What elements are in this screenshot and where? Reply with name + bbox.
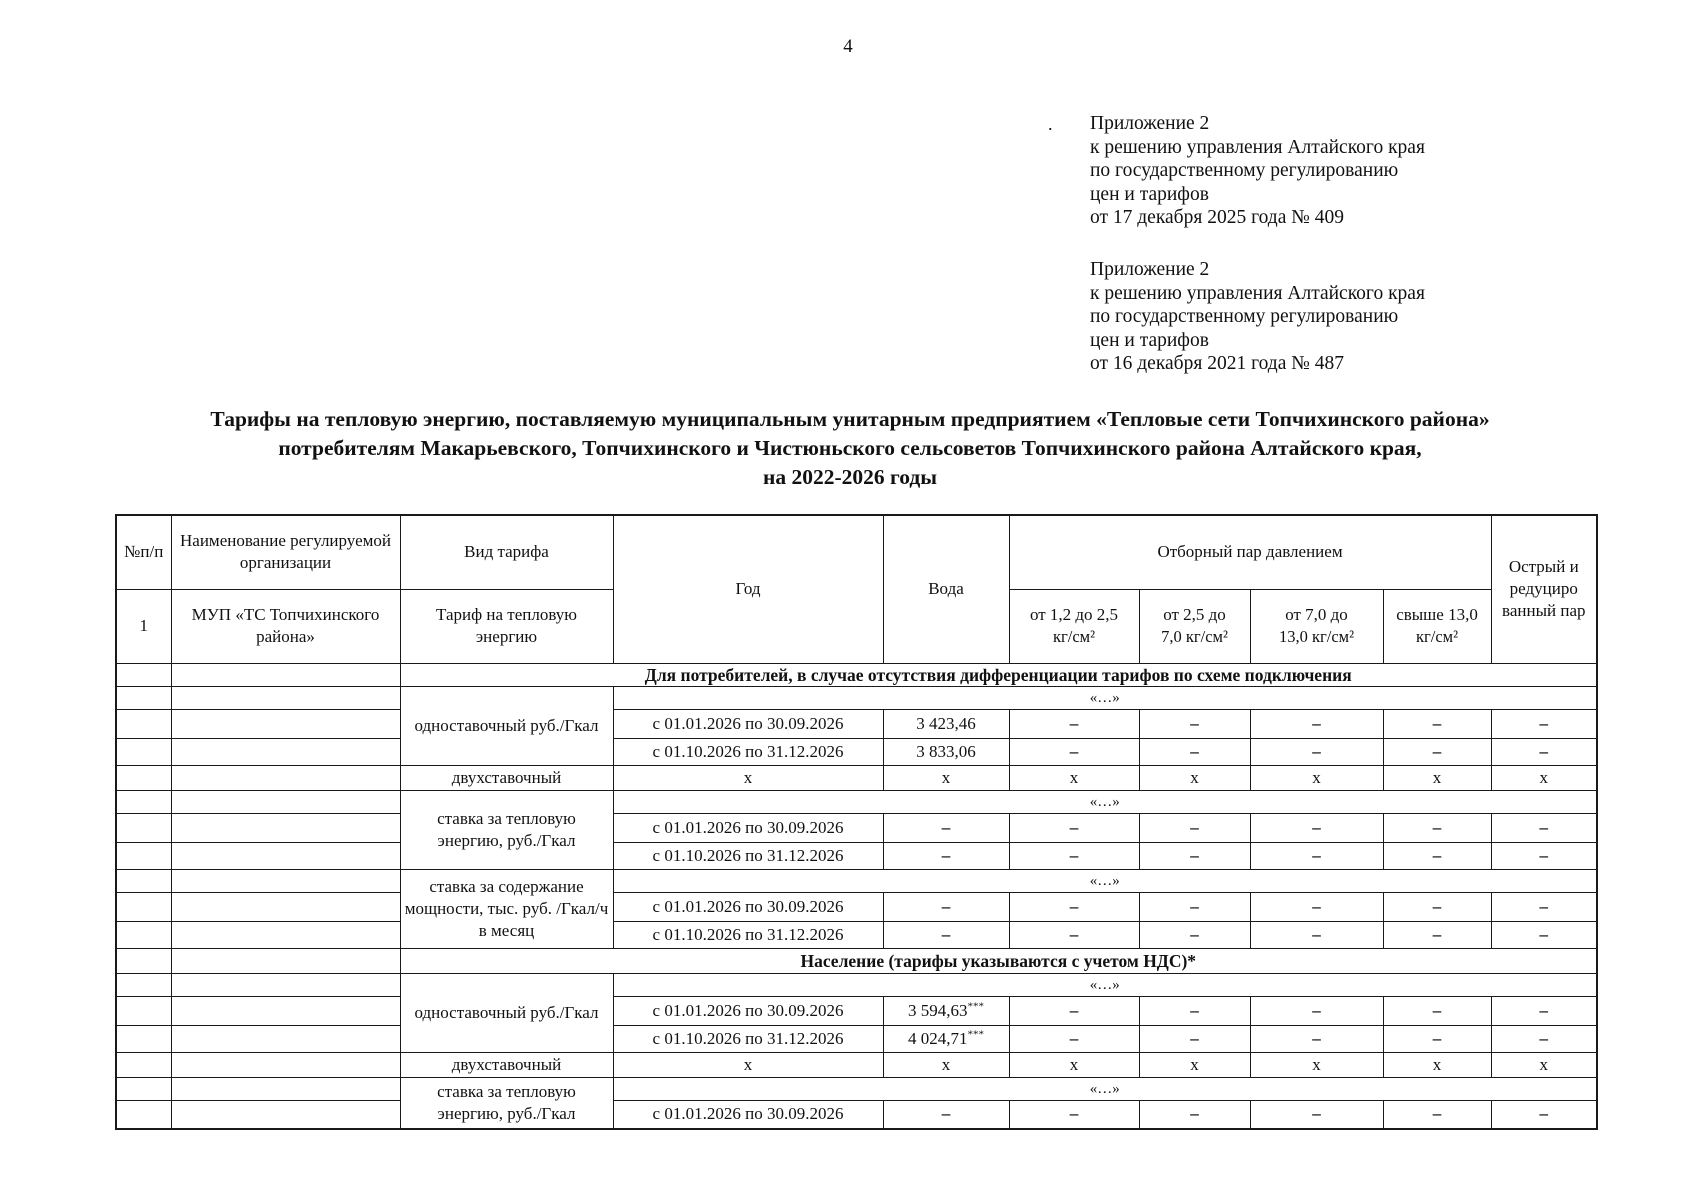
header-pressure-1 xyxy=(1009,589,1139,663)
appendix-current-line4: цен и тарифов xyxy=(1090,183,1209,205)
dash-cell: – xyxy=(1491,1100,1597,1129)
dash-cell: – xyxy=(1491,921,1597,948)
header-row xyxy=(116,515,1597,589)
label-one-part: одноставочный руб./Гкал xyxy=(400,973,613,1052)
table-row xyxy=(116,765,1597,790)
header-year: Год xyxy=(613,515,883,663)
header-num: №п/п xyxy=(116,515,171,589)
header-org: Наименование регулируемой организации xyxy=(171,515,400,589)
dash-cell: – xyxy=(1250,709,1383,738)
period-cell: с 01.01.2026 по 30.09.2026 xyxy=(613,996,883,1025)
label-two-part: двухставочный xyxy=(400,765,613,790)
dash-cell: – xyxy=(1383,738,1491,765)
title-line1: Тарифы на тепловую энергию, поставляемую муниципальным унитарным предприятием «Тепловые сети Топчихинского района» xyxy=(210,407,1490,431)
water-value-cell xyxy=(883,996,1009,1025)
dash-cell: – xyxy=(1009,1025,1139,1052)
appendix-original-line5: от 16 декабря 2021 года № 487 xyxy=(1090,353,1344,374)
section-row-population xyxy=(116,948,1597,973)
dash-cell: – xyxy=(1009,892,1139,921)
x-cell: х xyxy=(1009,765,1139,790)
water-value: 3 833,06 xyxy=(883,738,1009,765)
table-row xyxy=(116,921,1597,948)
x-cell: х xyxy=(1491,765,1597,790)
dash-cell: – xyxy=(1009,921,1139,948)
appendix-original-line4: цен и тарифов xyxy=(1090,329,1209,351)
dash-cell: – xyxy=(883,1100,1009,1129)
x-cell: х xyxy=(1250,765,1383,790)
water-value-cell xyxy=(883,1025,1009,1052)
appendix-current xyxy=(1090,112,1425,230)
dash-cell: – xyxy=(1491,738,1597,765)
section-row-consumers xyxy=(116,663,1597,686)
pressure-2-range: от 2,5 до xyxy=(1163,605,1226,624)
dash-cell: – xyxy=(1383,1100,1491,1129)
dash-cell: – xyxy=(1491,892,1597,921)
dash-cell: – xyxy=(1139,813,1250,842)
dash-cell: – xyxy=(1139,738,1250,765)
table-row xyxy=(116,1100,1597,1129)
dash-cell: – xyxy=(1250,813,1383,842)
dash-cell: – xyxy=(1250,921,1383,948)
period-cell: с 01.10.2026 по 31.12.2026 xyxy=(613,1025,883,1052)
period-cell: с 01.01.2026 по 30.09.2026 xyxy=(613,813,883,842)
dash-cell: – xyxy=(1009,738,1139,765)
dash-cell: – xyxy=(1383,892,1491,921)
table-row xyxy=(116,842,1597,869)
x-cell: х xyxy=(883,1052,1009,1077)
dash-cell: – xyxy=(883,842,1009,869)
pressure-1-unit: кг/см² xyxy=(1052,627,1096,646)
label-capacity-rate: ставка за содержание мощности, тыс. руб. /Гкал/ч в месяц xyxy=(400,869,613,948)
dash-cell: – xyxy=(1250,738,1383,765)
x-cell: х xyxy=(613,1052,883,1077)
table-row xyxy=(116,686,1597,709)
appendix-current-line1: Приложение 2 xyxy=(1090,113,1210,134)
label-two-part: двухставочный xyxy=(400,1052,613,1077)
water-value: 3 594,63 xyxy=(908,1000,968,1020)
ellipsis: «…» xyxy=(613,869,1597,892)
dash-cell: – xyxy=(1491,1025,1597,1052)
org-name: МУП «ТС Топчихинского района» xyxy=(171,589,400,663)
dash-cell: – xyxy=(1250,996,1383,1025)
dash-cell: – xyxy=(1139,996,1250,1025)
dash-cell: – xyxy=(1250,1025,1383,1052)
appendix-current-line2: к решению управления Алтайского края xyxy=(1090,136,1425,158)
label-one-part: одноставочный руб./Гкал xyxy=(400,686,613,765)
document-title xyxy=(140,405,1560,492)
table-row xyxy=(116,738,1597,765)
water-value: 3 423,46 xyxy=(883,709,1009,738)
appendix-original-line2: к решению управления Алтайского края xyxy=(1090,282,1425,304)
section-population: Население (тарифы указываются с учетом НДС)* xyxy=(400,948,1597,973)
x-cell: х xyxy=(1139,1052,1250,1077)
table-row xyxy=(116,973,1597,996)
header-sharp-steam: Острый и редуциро ванный пар xyxy=(1491,515,1597,663)
dash-cell: – xyxy=(1383,996,1491,1025)
pressure-2-unit: 7,0 кг/см² xyxy=(1161,627,1228,646)
table-row xyxy=(116,1025,1597,1052)
x-cell: х xyxy=(1139,765,1250,790)
dash-cell: – xyxy=(1383,813,1491,842)
table-row xyxy=(116,1077,1597,1100)
dash-cell: – xyxy=(1139,892,1250,921)
dash-cell: – xyxy=(883,921,1009,948)
x-cell: х xyxy=(1250,1052,1383,1077)
title-line2: потребителям Макарьевского, Топчихинского и Чистюньского сельсоветов Топчихинского района Алтайского края, xyxy=(278,436,1422,460)
x-cell: х xyxy=(1383,1052,1491,1077)
pressure-3-unit: 13,0 кг/см² xyxy=(1278,627,1355,646)
table-row xyxy=(116,790,1597,813)
tariff-table xyxy=(115,514,1598,1130)
dash-cell: – xyxy=(1009,709,1139,738)
table-row xyxy=(116,892,1597,921)
appendix-original-line3: по государственному регулированию xyxy=(1090,306,1399,327)
appendix-current-line3: по государственному регулированию xyxy=(1090,160,1399,181)
ellipsis: «…» xyxy=(613,790,1597,813)
table-row xyxy=(116,1052,1597,1077)
dash-cell: – xyxy=(1009,842,1139,869)
header-pressure-3 xyxy=(1250,589,1383,663)
header-pressure-2 xyxy=(1139,589,1250,663)
dash-cell: – xyxy=(1139,921,1250,948)
dash-cell: – xyxy=(1009,996,1139,1025)
dash-cell: – xyxy=(1383,1025,1491,1052)
pressure-1-range: от 1,2 до 2,5 xyxy=(1029,605,1119,624)
org-tariff: Тариф на тепловую энергию xyxy=(400,589,613,663)
pressure-4-range: свыше 13,0 xyxy=(1396,605,1478,624)
table-row xyxy=(116,813,1597,842)
dash-cell: – xyxy=(883,892,1009,921)
dash-cell: – xyxy=(1383,842,1491,869)
header-tariff-type: Вид тарифа xyxy=(400,515,613,589)
label-heat-rate: ставка за тепловую энергию, руб./Гкал xyxy=(400,1077,613,1129)
page-number: 4 xyxy=(843,36,853,57)
dash-cell: – xyxy=(1491,996,1597,1025)
dash-cell: – xyxy=(883,813,1009,842)
title-line3: на 2022-2026 годы xyxy=(762,465,938,489)
period-cell: с 01.01.2026 по 30.09.2026 xyxy=(613,709,883,738)
ellipsis: «…» xyxy=(613,973,1597,996)
footnote-mark: *** xyxy=(967,1027,984,1040)
x-cell: х xyxy=(1491,1052,1597,1077)
table-row xyxy=(116,869,1597,892)
appendix-original-line1: Приложение 2 xyxy=(1090,259,1210,280)
dash-cell: – xyxy=(1383,921,1491,948)
period-cell: с 01.10.2026 по 31.12.2026 xyxy=(613,738,883,765)
footnote-mark: *** xyxy=(967,999,984,1012)
label-heat-rate: ставка за тепловую энергию, руб./Гкал xyxy=(400,790,613,869)
period-cell: с 01.10.2026 по 31.12.2026 xyxy=(613,842,883,869)
dash-cell: – xyxy=(1250,842,1383,869)
pressure-3-range: от 7,0 до xyxy=(1285,605,1348,624)
dash-cell: – xyxy=(1491,709,1597,738)
dash-cell: – xyxy=(1491,842,1597,869)
org-num: 1 xyxy=(116,589,171,663)
water-value: 4 024,71 xyxy=(908,1028,968,1048)
section-consumers: Для потребителей, в случае отсутствия дифференциации тарифов по схеме подключения xyxy=(400,663,1597,686)
table-row xyxy=(116,709,1597,738)
ellipsis: «…» xyxy=(613,686,1597,709)
dash-cell: – xyxy=(1139,1100,1250,1129)
dash-cell: – xyxy=(1009,1100,1139,1129)
period-cell: с 01.10.2026 по 31.12.2026 xyxy=(613,921,883,948)
ellipsis: «…» xyxy=(613,1077,1597,1100)
header-water: Вода xyxy=(883,515,1009,663)
dash-cell: – xyxy=(1250,892,1383,921)
dash-cell: – xyxy=(1139,1025,1250,1052)
dash-cell: – xyxy=(1250,1100,1383,1129)
dash-cell: – xyxy=(1139,842,1250,869)
x-cell: х xyxy=(1009,1052,1139,1077)
dash-cell: – xyxy=(1009,813,1139,842)
pressure-4-unit: кг/см² xyxy=(1415,627,1459,646)
stray-mark: . xyxy=(1048,114,1053,134)
x-cell: х xyxy=(1383,765,1491,790)
period-cell: с 01.01.2026 по 30.09.2026 xyxy=(613,1100,883,1129)
dash-cell: – xyxy=(1491,813,1597,842)
dash-cell: – xyxy=(1139,709,1250,738)
appendix-original xyxy=(1090,258,1425,376)
x-cell: х xyxy=(613,765,883,790)
x-cell: х xyxy=(883,765,1009,790)
header-pressure-4 xyxy=(1383,589,1491,663)
appendix-current-line5: от 17 декабря 2025 года № 409 xyxy=(1090,207,1344,228)
table-row xyxy=(116,996,1597,1025)
dash-cell: – xyxy=(1383,709,1491,738)
period-cell: с 01.01.2026 по 30.09.2026 xyxy=(613,892,883,921)
header-selected-steam: Отборный пар давлением xyxy=(1009,515,1491,589)
